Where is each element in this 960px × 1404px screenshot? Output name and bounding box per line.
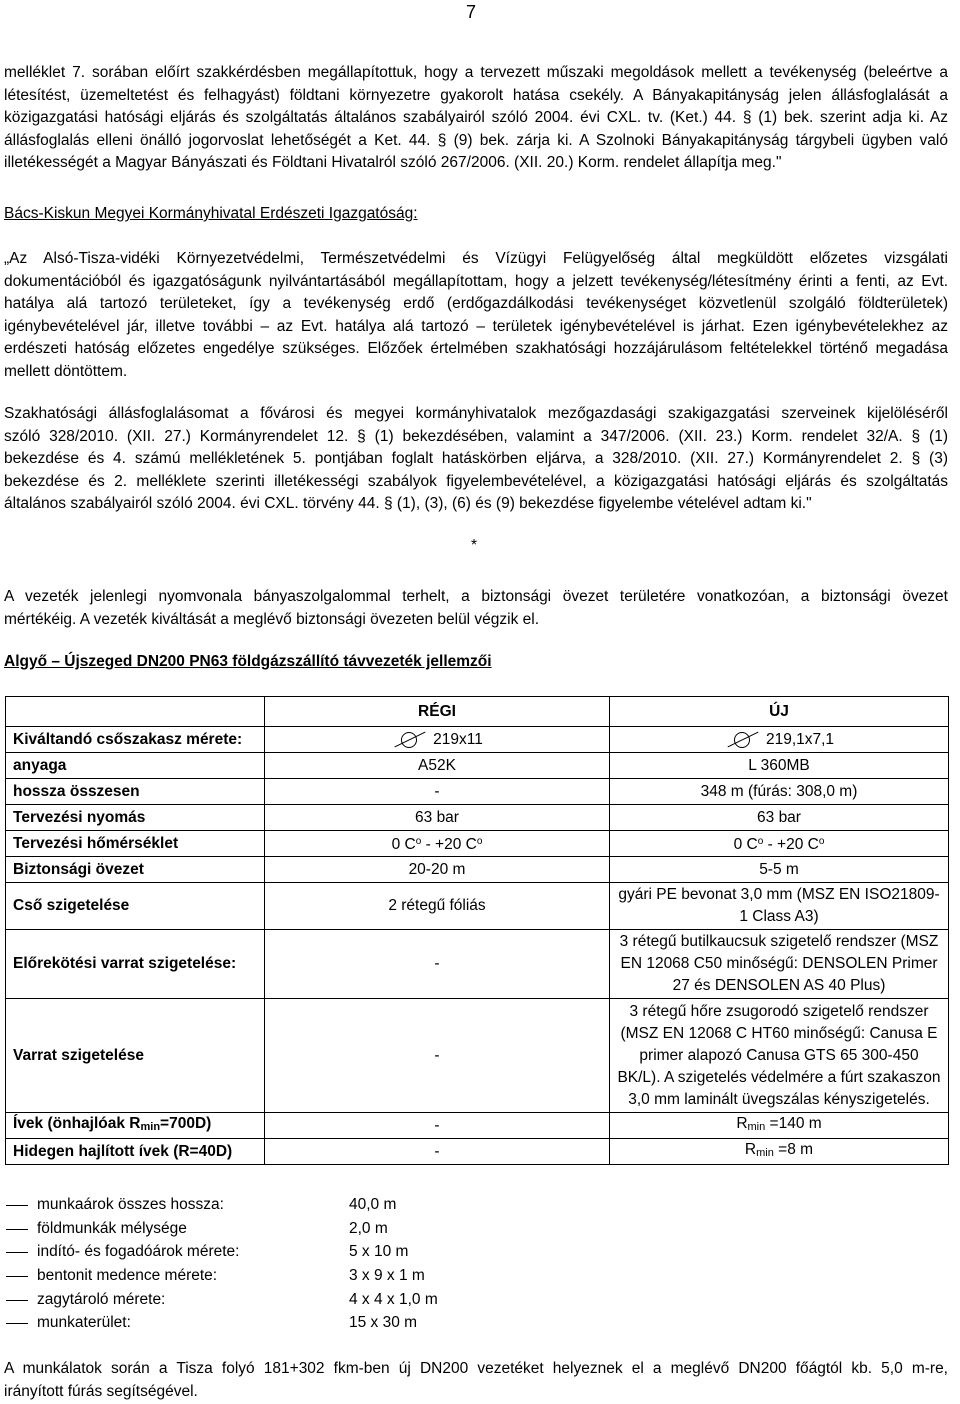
list-item-label: bentonit medence mérete: xyxy=(37,1267,218,1285)
row-label: Előrekötési varrat szigetelése: xyxy=(6,930,265,999)
text-line: melléklet 7. sorában előírt szakkérdésben megállapítottuk, hogy a tervezett műszaki megoldások mellett a tevékenység (beleértve a xyxy=(4,64,948,81)
text-line: bekezdése és 4. számú mellékletének 5. pontjában foglalt hatáskörben eljárva, a 328/2010. (XII. 27.) Kormányrendelet 2. § (3) xyxy=(4,450,948,467)
new-value xyxy=(610,727,949,753)
section-heading-text: Bács-Kiskun Megyei Kormányhivatal Erdészeti Igazgatóság: xyxy=(4,205,418,222)
new-value: L 360MB xyxy=(610,753,949,779)
list-item-label: földmunkák mélysége xyxy=(37,1219,187,1237)
old-value: 20-20 m xyxy=(265,857,610,883)
new-value: 63 bar xyxy=(610,805,949,831)
list-item-label: munkaterület: xyxy=(37,1314,131,1332)
table-row xyxy=(6,857,949,883)
paragraph-1 xyxy=(4,248,948,383)
text-line: mértékéig. A vezeték kiváltását a meglévő biztonsági övezeten belül végzik el. xyxy=(4,610,540,628)
list-item-value: 3 x 9 x 1 m xyxy=(349,1267,425,1285)
text-line: létesítést, üzemeltetést és felhagyást) földtani környezetre gyakorolt hatása csekély. A Bányakapitányság jelen állásfoglalását a xyxy=(4,86,948,104)
new-value: 5-5 m xyxy=(610,857,949,883)
old-value: - xyxy=(265,1113,610,1139)
table-row xyxy=(6,779,949,805)
paragraph-2 xyxy=(4,403,948,516)
row-label: Tervezési hőmérséklet xyxy=(6,831,265,857)
table-row xyxy=(6,999,949,1113)
list-item-label: zagytároló mérete: xyxy=(37,1290,166,1308)
text-line: állásfoglalás elleni önálló jogorvoslat lehetőségét a Ket. 44. § (9) bek. zárja ki. A Szolnoki Bányakapitányság tárgybeli ügyben való xyxy=(4,131,948,149)
text-line: igénybevételével jár, illetve további – az Evt. hatálya alá tartozó – területek igénybevételével is járhat. Ezen igénybevételekhez az xyxy=(4,317,948,335)
row-label: Biztonsági övezet xyxy=(6,857,265,883)
text-line: A vezeték jelenlegi nyomvonala bányaszolgalommal terhelt, a biztonsági övezet területére vonatkozóan, a biztonsági övezet xyxy=(4,588,948,605)
table-row xyxy=(6,1139,949,1165)
new-value: $R_{min} =8$ m xyxy=(610,1139,949,1165)
table-title xyxy=(4,651,948,674)
list-item-value: 40,0 m xyxy=(349,1196,397,1213)
table-row xyxy=(6,753,949,779)
new-value: 348 m (fúrás: 308,0 m) xyxy=(610,779,949,805)
old-value: - xyxy=(265,999,610,1113)
row-label: anyaga xyxy=(6,753,265,779)
table-row xyxy=(6,1113,949,1139)
new-value: 3 rétegű butilkaucsuk szigetelő rendszer (MSZ EN 12068 C50 minőségű: DENSOLEN Primer 27 és DENSOLEN AS 40 Plus) xyxy=(610,930,949,999)
dash-icon xyxy=(6,1252,28,1253)
old-value: A52K xyxy=(265,753,610,779)
dash-icon xyxy=(6,1300,28,1301)
list-item-label: munkaárok összes hossza: xyxy=(37,1196,224,1213)
list-item-label: indító- és fogadóárok mérete: xyxy=(37,1243,240,1261)
row-label: Kiváltandó csőszakasz mérete: xyxy=(6,727,265,753)
dash-icon xyxy=(6,1229,28,1230)
dash-icon xyxy=(6,1323,28,1324)
old-value xyxy=(265,727,610,753)
diameter-icon xyxy=(724,731,760,747)
diameter-icon xyxy=(391,731,427,747)
text-line: irányított fúrás segítségével. xyxy=(4,1382,198,1400)
intro-paragraph xyxy=(4,62,948,175)
row-label: Varrat szigetelése xyxy=(6,999,265,1113)
text-line: erdészeti hatóság előzetes engedélye szükséges. Előzőek értelmében szakhatósági hozzájárulásom feltételekkel történő megadása xyxy=(4,340,948,357)
text-line: bekezdése és 2. melléklete szerinti illetékességi szabályok figyelembevételével, a közigazgatási hatósági eljárás és szolgáltatás xyxy=(4,472,948,490)
row-label: Ívek (önhajlóak $R_{min}=700D$) xyxy=(6,1113,265,1139)
old-value: 2 rétegű fóliás xyxy=(265,883,610,930)
list-item-value: 4 x 4 x 1,0 m xyxy=(349,1290,438,1308)
text-line: illetékességét a Magyar Bányászati és Földtani Hivatalról szóló 267/2006. (XII. 20.) Korm. rendelet állapítja meg." xyxy=(4,154,782,171)
new-value: 0 $C^o - +20$ $C^o$ xyxy=(610,831,949,857)
table-row xyxy=(6,805,949,831)
pipeline-spec-table xyxy=(5,696,949,1165)
list-item-value: 15 x 30 m xyxy=(349,1314,418,1332)
header-cell-empty xyxy=(6,697,265,727)
old-value: - xyxy=(265,1139,610,1165)
page-number: 7 xyxy=(466,2,477,22)
row-label: Hidegen hajlított ívek (R=40D) xyxy=(6,1139,265,1165)
dash-icon xyxy=(6,1205,28,1206)
header-cell-new: ÚJ xyxy=(610,697,949,727)
old-value: - xyxy=(265,779,610,805)
old-value: 0 $C^o - +20$ $C^o$ xyxy=(265,831,610,857)
text-line: Szakhatósági állásfoglalásomat a fővárosi és megyei kormányhivatalok mezőgazdasági szakigazgatási szerveinek kijelöléséről xyxy=(4,405,948,422)
closing-paragraph xyxy=(4,1358,948,1403)
text-line: „Az Alsó-Tisza-vidéki Környezetvédelmi, Természetvédelmi és Vízügyi Felügyelőség által megküldött előzetes vizsgálati xyxy=(4,250,948,267)
table-title-text: Algyő – Újszeged DN200 PN63 földgázszállító távvezeték jellemzői xyxy=(4,653,492,670)
list-item-value: 2,0 m xyxy=(349,1219,388,1237)
new-value: 3 rétegű hőre zsugorodó szigetelő rendszer (MSZ EN 12068 C HT60 minőségű: Canusa E primer alapozó Canusa GTS 65 300-450 BK/L). A szigetelés védelmére a fúrt szakaszon 3,0 mm laminált üvegszálas kényszigetelés. xyxy=(610,999,949,1113)
text-line: mellett döntöttem. xyxy=(4,362,128,380)
old-value-text: 219x11 xyxy=(433,730,483,748)
text-line: A munkálatok során a Tisza folyó 181+302 fkm-ben új DN200 vezetéket helyeznek el a meglévő DN200 főágtól kb. 5,0 m-re, xyxy=(4,1360,948,1377)
text-line: hatálya alá tartozó területeket, így a tevékenység erdő (erdőgazdálkodási tevékenységet közvetlenül szolgáló földterületek) xyxy=(4,295,948,312)
old-value: - xyxy=(265,930,610,999)
paragraph-3 xyxy=(4,586,948,631)
separator-asterisk: * xyxy=(470,537,478,554)
dash-icon xyxy=(6,1276,28,1277)
row-label: Tervezési nyomás xyxy=(6,805,265,831)
old-value: 63 bar xyxy=(265,805,610,831)
text-line: dokumentációból és igazgatóságunk nyilvántartásából megállapítottam, hogy a jelzett tevékenység/létesítmény érinti a fenti, az Evt. xyxy=(4,272,948,290)
row-label: hossza összesen xyxy=(6,779,265,805)
list-item-value: 5 x 10 m xyxy=(349,1243,409,1261)
text-line: általános szabályairól szóló 2004. évi CXL. törvény 44. § (1), (3), (6) és (9) bekezdése figyelembe vételével adtam ki." xyxy=(4,495,812,512)
new-value: $R_{min} =140$ m xyxy=(610,1113,949,1139)
text-line: szóló 328/2010. (XII. 27.) Kormányrendelet 12. § (1) bekezdésében, valamint a 347/2006. (XII. 23.) Korm. rendelet 32/A. § (1) xyxy=(4,427,948,445)
table-row xyxy=(6,883,949,930)
header-cell-old: RÉGI xyxy=(265,697,610,727)
table-header-row xyxy=(6,697,949,727)
table-row xyxy=(6,831,949,857)
table-row xyxy=(6,727,949,753)
new-value-text: 219,1x7,1 xyxy=(765,730,835,748)
section-heading xyxy=(4,203,948,226)
row-label: Cső szigetelése xyxy=(6,883,265,930)
table-row xyxy=(6,930,949,999)
text-line: közigazgatási hatósági eljárás és szolgáltatás általános szabályairól szóló 2004. évi CXL. tv. (Ket.) 44. § (1) bek. szerint adja ki. Az xyxy=(4,109,948,126)
new-value: gyári PE bevonat 3,0 mm (MSZ EN ISO21809-1 Class A3) xyxy=(610,883,949,930)
